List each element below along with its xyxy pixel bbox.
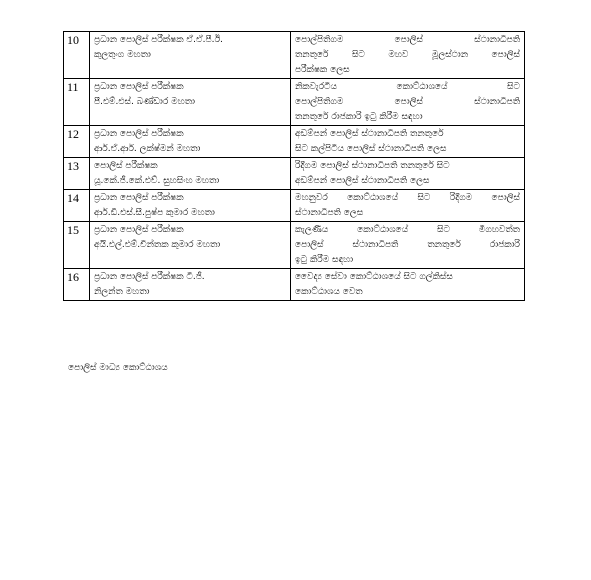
posting-line: නිකවැරටිය කොට්ඨාශයේ සිට [295, 82, 520, 92]
officer-cell [90, 190, 291, 222]
table-row [64, 190, 525, 222]
posting-line: ස්ථානාධිපති ලෙස [295, 208, 364, 218]
row-number: 15 [64, 222, 90, 269]
officer-line: ප්‍රධාන පොලිස් පරීක්ෂක ටී.ජී. [94, 272, 205, 282]
posting-line: රිදීගම පොලිස් ස්ථානාධිපති තනතුරේ සිට [295, 161, 450, 171]
posting-line: පරීක්ෂක ලෙස [295, 65, 350, 75]
table-row [64, 158, 525, 190]
posting-line: වෛද්‍ය සේවා කොට්ඨාශයේ සිට ගල්කිස්ස [295, 272, 453, 282]
officer-cell [90, 158, 291, 190]
table-body [64, 32, 525, 301]
officer-line: ආර්.ඒ.ආර්. ලක්ෂ්මන් මහතා [94, 144, 201, 154]
posting-cell [291, 222, 525, 269]
officer-cell [90, 32, 291, 79]
posting-line: ඉටු කිරීම සඳහා [295, 255, 354, 265]
officer-line: පොලිස් පරීක්ෂක [94, 161, 158, 171]
posting-cell [291, 190, 525, 222]
posting-line: මහනුවර කොට්ඨාශයේ සිට රිදීගම පොලිස් [295, 193, 520, 203]
posting-line: පොල්පිතිගම පොලිස් ස්ථානාධිපති [295, 35, 520, 45]
officer-line: ප්‍රධාන පොලිස් පරීක්ෂක [94, 225, 184, 235]
table-row [64, 269, 525, 301]
posting-cell [291, 158, 525, 190]
officer-line: ආර්.ඩී.එස්.සී.පුෂ්ප කුමාර මහතා [94, 208, 215, 218]
row-number: 12 [64, 126, 90, 158]
row-number: 11 [64, 79, 90, 126]
officer-line: කුලතුංග මහතා [94, 50, 151, 60]
posting-cell [291, 32, 525, 79]
officer-line: යූ.කේ.ජී.කේ.එච්. සුහසිංහ මහතා [94, 176, 220, 186]
table-row [64, 32, 525, 79]
officer-cell [90, 126, 291, 158]
posting-cell [291, 269, 525, 301]
posting-line: කොට්ඨාශය වෙත [295, 287, 363, 297]
officer-line: ප්‍රධාන පොලිස් පරීක්ෂක [94, 129, 184, 139]
officer-cell [90, 222, 291, 269]
posting-line: කැලණිය කොට්ඨාශයේ සිට මීගහවත්ත [295, 225, 520, 235]
row-number: 10 [64, 32, 90, 79]
posting-line: පොලිස් ස්ථානාධිපති තනතුරේ රාජකාරි [295, 240, 520, 250]
officer-cell [90, 269, 291, 301]
posting-line: පොල්පිතිගම පොලිස් ස්ථානාධිපති [295, 97, 520, 107]
posting-line: අඩම්පන් පොලිස් ස්ථානාධිපති ලෙස [295, 176, 430, 186]
table-row [64, 79, 525, 126]
footer-note: පොලිස් මාධ්‍ය කොට්ඨාශය [68, 363, 168, 373]
officer-line: නිලන්ත මහතා [94, 287, 150, 297]
officer-line: ප්‍රධාන පොලිස් පරීක්ෂක ඒ.ඒ.පී.ඊ. [94, 35, 223, 45]
row-number: 14 [64, 190, 90, 222]
posting-line: සිට කල්පිටිය පොලිස් ස්ථානාධිපති ලෙස [295, 144, 447, 154]
officer-cell [90, 79, 291, 126]
posting-cell [291, 126, 525, 158]
posting-line: අඩම්පන් පොලිස් ස්ථානාධිපති තනතුරේ [295, 129, 444, 139]
transfer-table [63, 31, 525, 301]
posting-cell [291, 79, 525, 126]
officer-line: ප්‍රධාන පොලිස් පරීක්ෂක [94, 193, 184, 203]
row-number: 13 [64, 158, 90, 190]
posting-line: තනතුරේ රාජකාරි ඉටු කිරීම සඳහා [295, 112, 423, 122]
table-row [64, 126, 525, 158]
posting-line: තනතුරේ සිට මහව මූලස්ථාන පොලිස් [295, 50, 520, 60]
row-number: 16 [64, 269, 90, 301]
table-row [64, 222, 525, 269]
officer-line: පී.එම්.එස්. බණ්ඩාර මහතා [94, 97, 195, 107]
officer-line: ප්‍රධාන පොලිස් පරීක්ෂක [94, 82, 184, 92]
officer-line: අයි.එල්.එම්.චින්තක කුමාර මහතා [94, 240, 221, 250]
